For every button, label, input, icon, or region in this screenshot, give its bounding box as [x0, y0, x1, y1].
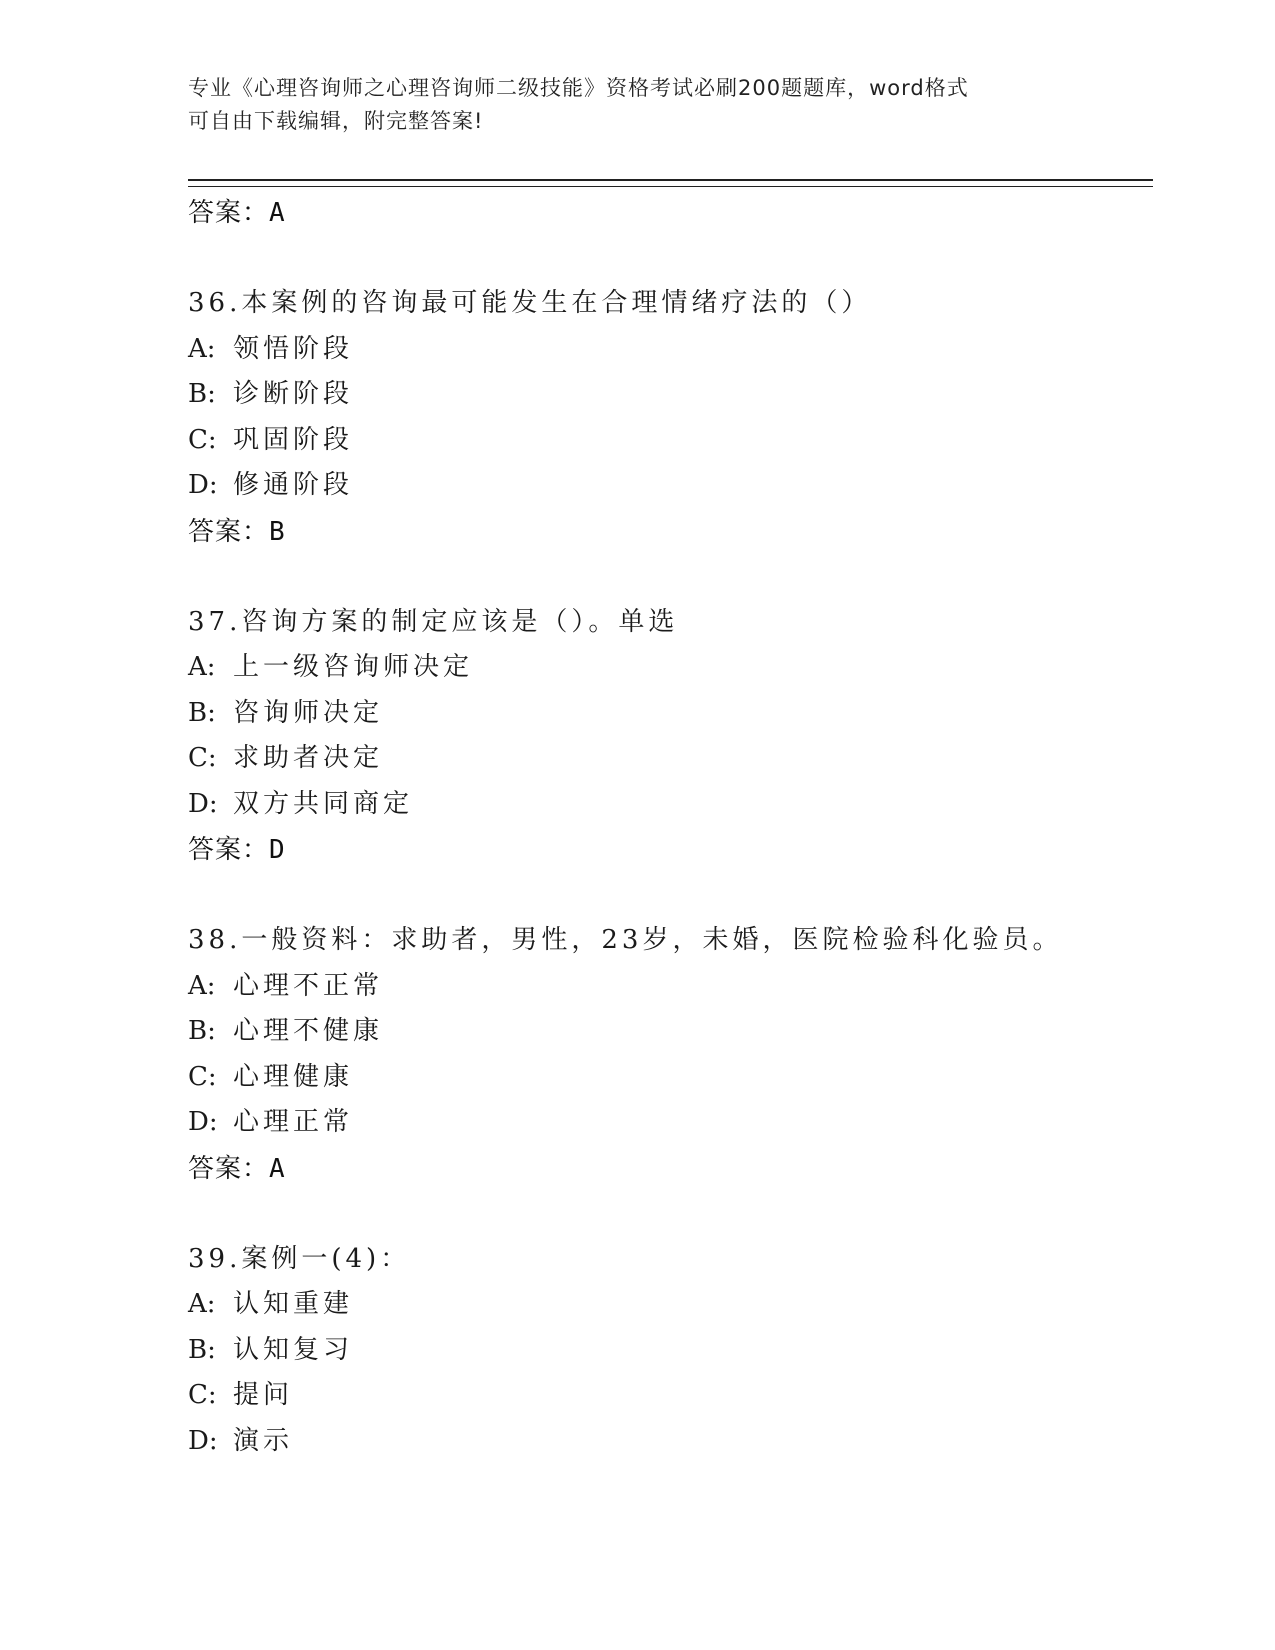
question-stem: [188, 281, 1153, 327]
option-letter: A:: [188, 1289, 216, 1319]
option-text: 巩固阶段: [233, 424, 354, 455]
header-divider: [188, 179, 1153, 187]
question-number: 36.: [188, 288, 242, 318]
option-b: [188, 1328, 1153, 1374]
option-d: [188, 782, 1153, 828]
question-text: 案例一(4)：: [241, 1243, 411, 1274]
option-c: [188, 1055, 1153, 1101]
option-c: [188, 418, 1153, 464]
option-c: [188, 1373, 1153, 1419]
option-letter: C:: [188, 743, 217, 773]
option-a: [188, 964, 1153, 1010]
option-b: [188, 691, 1153, 737]
option-text: 认知重建: [233, 1289, 354, 1319]
question-stem: [188, 1237, 1153, 1283]
header-line-2: 可自由下载编辑，附完整答案!: [188, 109, 484, 133]
option-letter: B:: [188, 1334, 216, 1365]
option-b: [188, 372, 1153, 418]
option-d: [188, 1419, 1153, 1465]
option-c: [188, 736, 1153, 782]
question-number: 38.: [188, 925, 242, 955]
option-text: 演示: [233, 1425, 294, 1456]
question-list: [188, 190, 1153, 1464]
page-header: [188, 72, 1088, 138]
answer-line: [188, 190, 1153, 236]
option-letter: A:: [188, 652, 216, 682]
option-text: 心理不正常: [233, 970, 384, 1001]
answer-line: [188, 827, 1153, 873]
option-text: 心理正常: [233, 1107, 354, 1137]
option-text: 双方共同商定: [233, 788, 414, 819]
option-text: 提问: [233, 1380, 294, 1410]
option-text: 认知复习: [233, 1334, 354, 1365]
answer-value: D: [269, 835, 286, 865]
question-text: 咨询方案的制定应该是（）。单选: [241, 606, 679, 637]
answer-line: [188, 1146, 1153, 1192]
question-number: 39.: [188, 1243, 242, 1274]
option-text: 领悟阶段: [233, 333, 354, 364]
option-d: [188, 463, 1153, 509]
option-d: [188, 1100, 1153, 1146]
option-text: 修通阶段: [233, 470, 354, 500]
answer-value: B: [269, 516, 286, 547]
option-text: 心理健康: [233, 1061, 354, 1092]
option-letter: A:: [188, 970, 216, 1001]
answer-label: 答案：: [188, 198, 270, 228]
answer-value: A: [269, 198, 286, 228]
question-text: 本案例的咨询最可能发生在合理情绪疗法的（）: [241, 288, 872, 318]
question-stem: [188, 918, 1153, 964]
question-number: 37.: [188, 606, 242, 637]
answer-line: [188, 509, 1153, 555]
question-stem: [188, 600, 1153, 646]
option-letter: D:: [188, 470, 218, 500]
option-text: 心理不健康: [233, 1016, 384, 1046]
option-letter: B:: [188, 697, 216, 728]
option-letter: D:: [188, 788, 218, 819]
option-letter: D:: [188, 1107, 218, 1137]
question-block: [188, 918, 1153, 1192]
header-line-1: 专业《心理咨询师之心理咨询师二级技能》资格考试必刷200题题库，word格式: [188, 76, 969, 100]
option-text: 上一级咨询师决定: [233, 652, 474, 682]
option-letter: C:: [188, 424, 217, 455]
option-a: [188, 327, 1153, 373]
option-a: [188, 645, 1153, 691]
option-letter: C:: [188, 1061, 217, 1092]
option-b: [188, 1009, 1153, 1055]
option-letter: C:: [188, 1380, 217, 1410]
option-a: [188, 1282, 1153, 1328]
question-block: [188, 281, 1153, 555]
option-text: 诊断阶段: [233, 379, 354, 409]
option-letter: B:: [188, 1016, 216, 1046]
answer-value: A: [269, 1153, 286, 1184]
question-text: 一般资料：求助者，男性，23岁，未婚，医院检验科化验员。: [241, 925, 1063, 955]
answer-label: 答案：: [188, 1153, 270, 1184]
answer-label: 答案：: [188, 835, 270, 865]
option-letter: B:: [188, 379, 216, 409]
option-text: 求助者决定: [233, 743, 384, 773]
question-block: [188, 1237, 1153, 1465]
option-letter: A:: [188, 333, 216, 364]
option-text: 咨询师决定: [233, 697, 384, 728]
option-letter: D:: [188, 1425, 218, 1456]
question-block: [188, 600, 1153, 874]
answer-label: 答案：: [188, 516, 270, 547]
